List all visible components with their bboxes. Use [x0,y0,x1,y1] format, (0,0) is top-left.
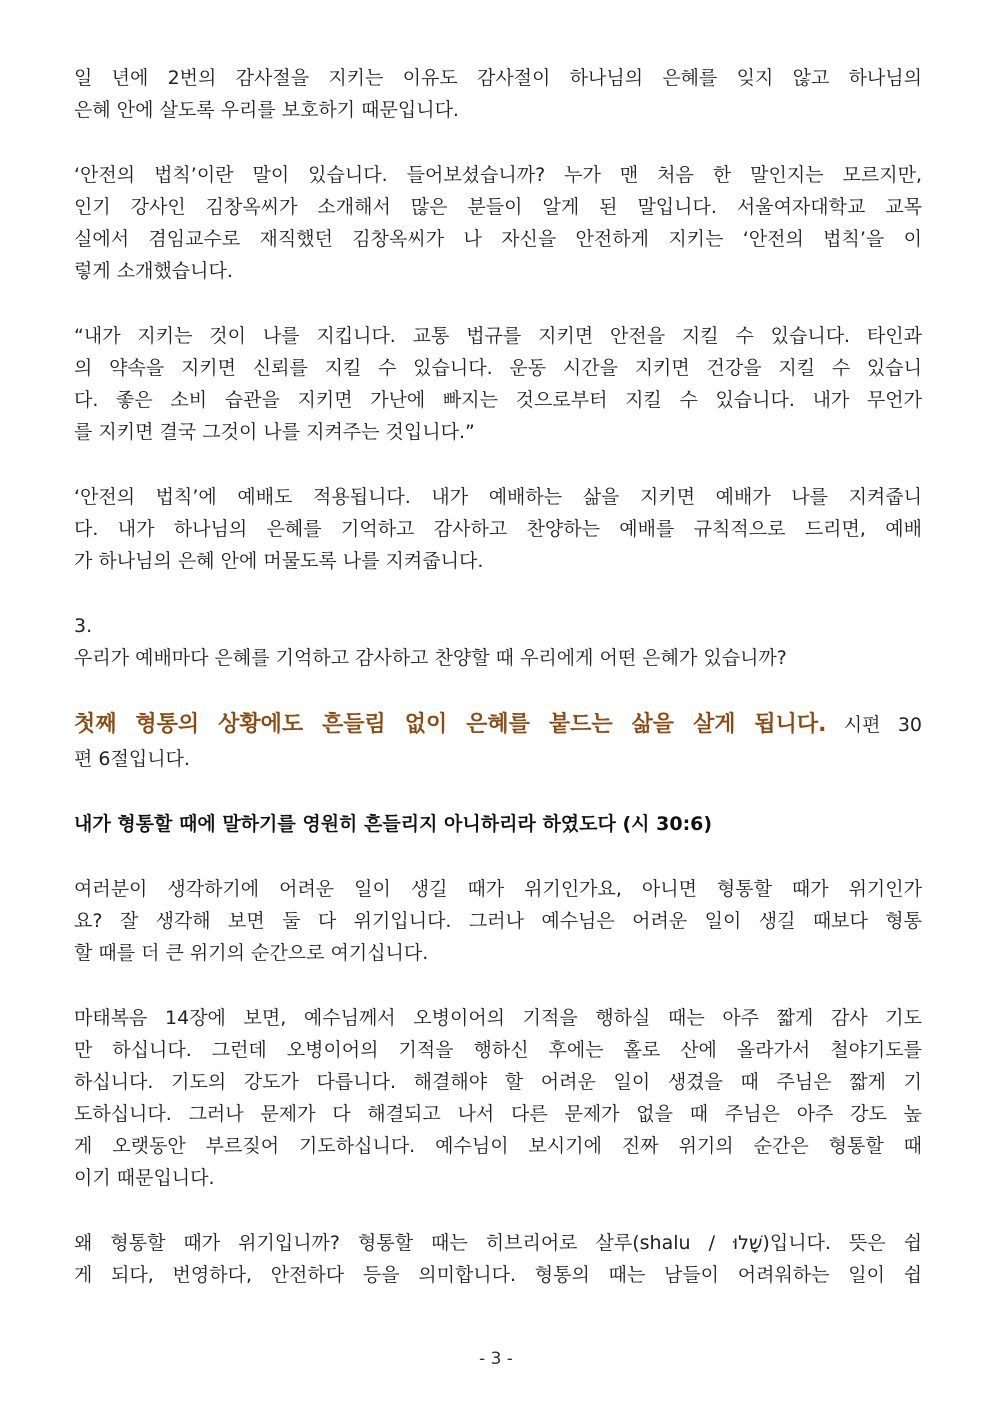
paragraph-thanksgiving [74,62,922,126]
paragraph-quote [74,320,922,448]
text-line: 편 6절입니다. [74,748,190,770]
text-line: 게 오랫동안 부르짖어 기도하십니다. 예수님이 보시기에 진짜 위기의 순간은 형통할 때 [74,1135,922,1157]
text-line: 일 년에 2번의 감사절을 지키는 이유도 감사절이 하나님의 은혜를 잊지 않고 하나님의 [74,67,922,89]
paragraph-matthew [74,1002,922,1194]
text-line: 요? 잘 생각해 보면 둘 다 위기입니다. 그러나 예수님은 어려운 일이 생길 때보다 형통 [74,910,922,932]
text-line: 게 되다, 번영하다, 안전하다 등을 의미합니다. 형통의 때는 남들이 어려워하는 일이 쉽 [74,1264,922,1286]
paragraph-worship [74,481,922,577]
section-three [74,610,922,674]
text-line: ‘안전의 법칙’에 예배도 적용됩니다. 내가 예배하는 삶을 지키면 예배가 나를 지켜줍니 [74,486,922,508]
paragraph-safety-law [74,159,922,287]
text-line: 왜 형통할 때가 위기입니까? 형통할 때는 히브리어로 살루(shalu / שָׁלוּ)입니다. 뜻은 쉽 [74,1232,922,1254]
text-line: 를 지키면 결국 그것이 나를 지켜주는 것입니다.” [74,421,475,443]
highlight-paragraph [74,707,922,775]
text-line: 렇게 소개했습니다. [74,260,233,282]
text-line: ‘안전의 법칙’이란 말이 있습니다. 들어보셨습니까? 누가 맨 처음 한 말인지는 모르지만, [74,164,922,186]
section-number: 3. [74,615,93,637]
text-line: 이기 때문입니다. [74,1167,215,1189]
scripture-verse: 내가 형통할 때에 말하기를 영원히 흔들리지 아니하리라 하였도다 (시 30:6) [74,813,713,835]
text-line: 도하십니다. 그러나 문제가 다 해결되고 나서 다른 문제가 없을 때 주님은 아주 강도 높 [74,1103,922,1125]
text-line: 가 하나님의 은혜 안에 머물도록 나를 지켜줍니다. [74,550,484,572]
text-line: 다. 좋은 소비 습관을 지키면 가난에 빠지는 것으로부터 지킬 수 있습니다. 내가 무언가 [74,389,922,411]
text-line: 인기 강사인 김창옥씨가 소개해서 많은 분들이 알게 된 말입니다. 서울여자대학교 교목 [74,196,922,218]
text-line: 할 때를 더 큰 위기의 순간으로 여기십니다. [74,942,429,964]
paragraph-crisis [74,873,922,969]
text-line: 만 하십니다. 그런데 오병이어의 기적을 행하신 후에는 홀로 산에 올라가서 철야기도를 [74,1039,922,1061]
text-line: “내가 지키는 것이 나를 지킵니다. 교통 법규를 지키면 안전을 지킬 수 있습니다. 타인과 [74,325,922,347]
page-body [74,62,922,1324]
text-line: 하십니다. 기도의 강도가 다릅니다. 해결해야 할 어려운 일이 생겼을 때 주님은 짧게 기 [74,1071,922,1093]
text-line: 실에서 겸임교수로 재직했던 김창옥씨가 나 자신을 안전하게 지키는 ‘안전의 법칙’을 이 [74,228,922,250]
text-line: 마태복음 14장에 보면, 예수님께서 오병이어의 기적을 행하실 때는 아주 짧게 감사 기도 [74,1007,922,1029]
paragraph-hebrew [74,1227,922,1291]
text-line: 여러분이 생각하기에 어려운 일이 생길 때가 위기인가요, 아니면 형통할 때가 위기인가 [74,878,922,900]
text-line: 다. 내가 하나님의 은혜를 기억하고 감사하고 찬양하는 예배를 규칙적으로 드리면, 예배 [74,518,922,540]
highlight-reference: 시편 30 [826,714,922,736]
verse-paragraph [74,808,922,840]
text-line: 의 약속을 지키면 신뢰를 지킬 수 있습니다. 운동 시간을 지키면 건강을 지킬 수 있습니 [74,357,922,379]
section-question: 우리가 예배마다 은혜를 기억하고 감사하고 찬양할 때 우리에게 어떤 은혜가 있습니까? [74,647,787,669]
page-number: - 3 - [479,1349,513,1369]
highlight-line [74,707,922,743]
text-line: 은혜 안에 살도록 우리를 보호하기 때문입니다. [74,99,459,121]
highlight-heading: 첫째 형통의 상황에도 흔들림 없이 은혜를 붙드는 삶을 살게 됩니다. [74,712,827,737]
